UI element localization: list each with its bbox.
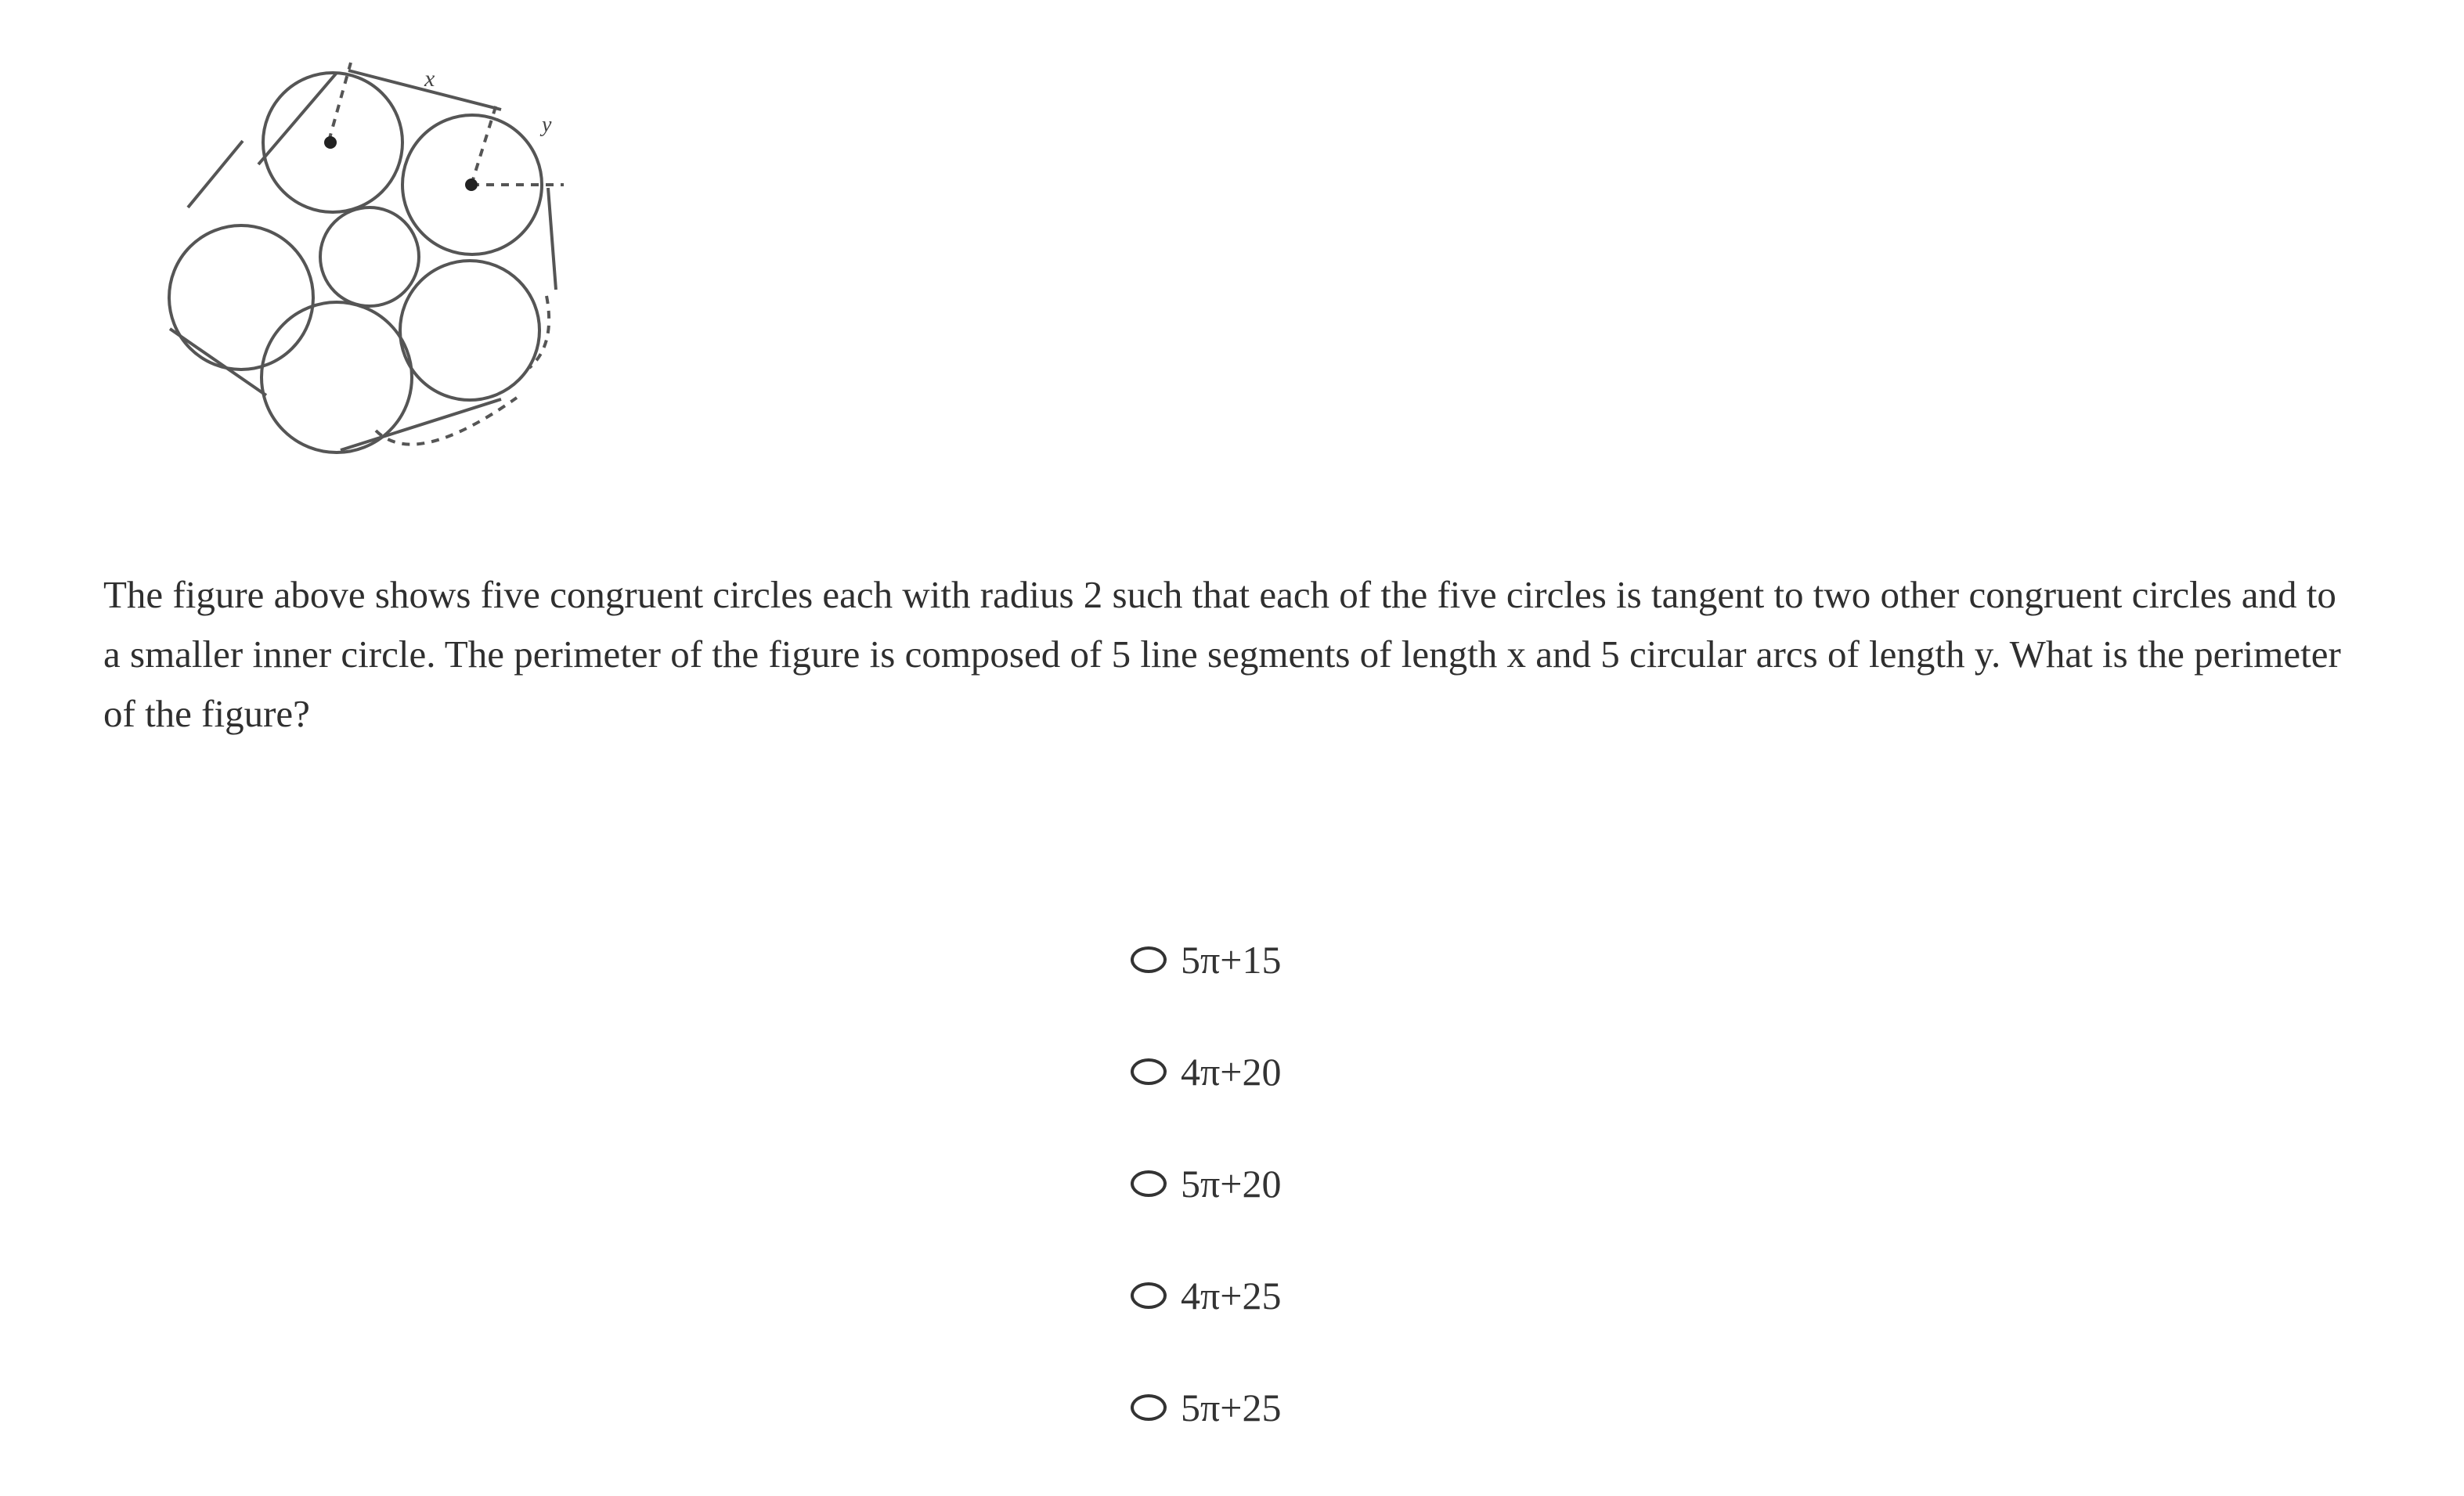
- answer-choices: [1131, 936, 1281, 1496]
- arc-label-y: y: [542, 113, 552, 137]
- circle-right: [400, 261, 539, 400]
- radio-button-icon[interactable]: [1131, 946, 1167, 973]
- radio-button-icon[interactable]: [1131, 1394, 1167, 1421]
- choice-option[interactable]: [1131, 1048, 1281, 1095]
- radio-button-icon[interactable]: [1131, 1170, 1167, 1197]
- circle-bottom: [262, 302, 412, 452]
- choice-option[interactable]: [1131, 1272, 1281, 1319]
- choice-option[interactable]: [1131, 1160, 1281, 1207]
- segment-label-x: x: [424, 66, 435, 92]
- choice-label: 5π+20: [1181, 1162, 1282, 1206]
- boundary-segment: [548, 188, 556, 290]
- circle-center: [320, 207, 419, 306]
- five-circles-figure: [149, 47, 587, 470]
- radio-button-icon[interactable]: [1131, 1282, 1167, 1309]
- choice-label: 4π+25: [1181, 1274, 1282, 1318]
- choice-option[interactable]: [1131, 1384, 1281, 1431]
- question-text: The figure above shows five congruent circles each with radius 2 such that each of the five circles is tangent to two other congruent circles and to a smaller inner circle. The perimeter of the figure is composed of 5 line segments of length x and 5 circular arcs of length y. What is the perimeter of the figure?: [103, 573, 2341, 735]
- choice-label: 4π+20: [1181, 1050, 1282, 1094]
- circle-left: [169, 225, 313, 369]
- boundary-segment: [188, 141, 243, 207]
- choice-label: 5π+25: [1181, 1386, 1282, 1429]
- center-dot: [324, 136, 337, 149]
- boundary-segment: [170, 329, 266, 395]
- radio-button-icon[interactable]: [1131, 1058, 1167, 1085]
- center-dot: [465, 178, 478, 191]
- choice-option[interactable]: [1131, 936, 1281, 983]
- choice-label: 5π+15: [1181, 938, 1282, 982]
- boundary-segment: [258, 73, 337, 164]
